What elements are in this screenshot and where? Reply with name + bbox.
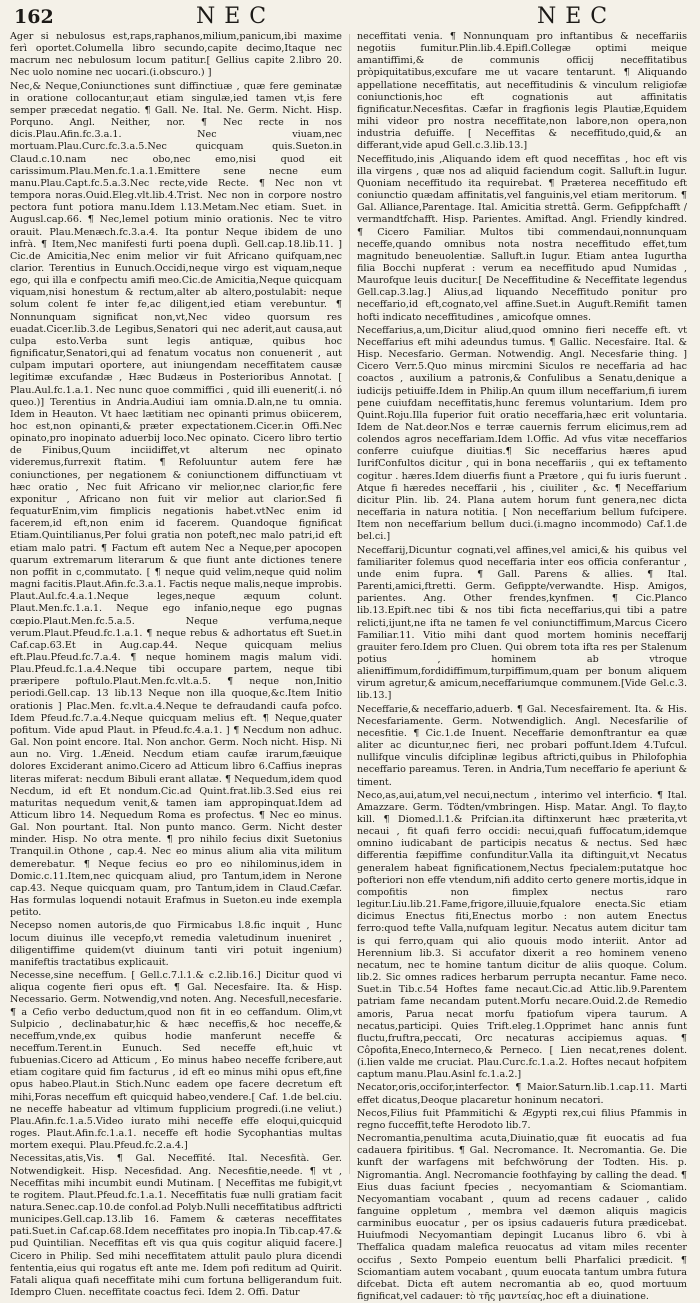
entry-necromantia: Necromantia,penultima acuta,Diuinatio,quæ fit euocatis ad fua cadauera fpiritibus. ¶ Gal. Necromance. It. Necromantia. Ge. Die kunft der warfagens mit befchwörung der Todten. His. p. Nigromantia. Angl. Necromancie foothfaying by calling the dead. ¶ Eius duas faciunt fpecies , necyomantiam & Sciomantiam. Necyomantiam vocabant , quum ad recens cadauer , calido fanguine oppletum , membra vel dæmon aliquis magicis carminibus euocatur , per os ipsius cadaueris futura prædicebat. Huiufmodi Necyomantiam depingit Lucanus libro 6. vbi à Theffalica quadam malefica reuocatus ad vitam miles recenter occifus , Sexto Pompeio euentum belli Pharfalici prædicit. ¶ Sciomantiam autem vocabant , quum euocata tantum umbra futura difcebat. Dicta eft autem necromantia ab eo, quod mortuum fignificat,vel cadauer: tò τῆς μαντείας,hoc eft a diuinatione. xyxy=(357,1133,687,1303)
entry-necessitas: Necessitas,atis,Vis. ¶ Gal. Neceffité. Ital. Necesfità. Ger. Notwendigkeit. Hisp. Necesfidad. Ang. Necesfitie,neede. ¶ vt , Neceffitas mihi incumbit eundi Mutinam. [ Neceffitas me fubigit,vt te rogitem. Plaut.Pfeud.fc.1.a.1. Neceffitatis fuæ nulli gratiam facit natura.Senec.cap.10.de confol.ad Polyb.Nulli neceffitatibus adftricti municipes.Gell.cap.13.lib 16. Famem & cæteras neceffitates pati.Suet.in Caf.cap.68.Idem neceffitates pro inopia.In Tib.cap.47.& pud Quintilian. Neceffitas eft vis qua quis cogitur aliquid facere.] Cicero in Philip. Sed mihi neceffitatem attulit paulo plura dicendi fententia,eius qui rogatus eft ante me. Idem pofi reditum ad Quirit. Fatali aliqua quafi neceffitate mihi cum fortuna belligerandum fuit. Idempro Cluen. neceffitate coactus feci. Idem 2. Offi. Datur xyxy=(10,1153,342,1299)
entry-neco: Neco,as,aui,atum,vel necui,nectum , interimo vel interficio. ¶ Ital. Amazzare. Germ. Tödten/vmbringen. Hisp. Matar. Angl. To flay,to kill. ¶ Diomed.l.1.& Prifcian.ita diftinxerunt hæc præterita,vt necaui , fit quafi ferro occidi: necui,quafi fuffocatum,idemque omnino iudicabant de participis necatus & nectus. Sed hæc differentia fæpiffime confunditur.Valla ita diftinguit,vt Necatus generalem habeat fignificationem,Nectus fpecialem:putatque hoc pofteriori non effe vtendum,nifi addito certo genere mortis,idque in compofitis non fimplex nectus raro legitur.Liu.lib.21.Fame,frigore,illuuie,fqualore enecta.Sic etiam dicimus Enectus fiti,Enectus morbo : non autem Enectus ferro:quod tefte Valla,nufquam legitur. Necatus autem dicitur tam is qui ferro,quam qui alio quouis modo interiit. Antor ad Herennium lib.3. Si accufator dixerit a reo hominem veneno necatum, nec te homine tantum dicitur de aliis quoque. Colum. lib.2. Sic omnes radices herbarum perrupta necantur. Fame neco. Suet.in Tib.c.54 Hoftes fame necaut.Cic.ad Attic.lib.9.Parentem patriam fame necandam putent.Morfu necare.Ouid.2.de Remedio amoris, Parua necat morfu fpatiofum vipera taurum. A necatus,participi. Quies Trift.eleg.1.Opprimet hanc annis funt fluctu,fruftra,peccati, Orc necaturas accipiemus aquas. ¶ Côpofita,Eneco,Interneco,& Perneco. [ Lien necat,renes dolent.(i.lien valde me cruciat. Plau.Curc.fc.1.a.2. Hoftes necaut hofpitem captum manu.Plau.Asinl fc.1.a.2.] xyxy=(357,789,687,1081)
left-column xyxy=(10,31,343,1299)
entry-ager: Ager si nebulosus est,raps,raphanos,milium,panicum,ibi maxime ferì oportet.Columella libro secundo,capite decimo,Itaque nec macrum nec nebulosum locum patitur.[ Gellius capite 2.libro 20. Nec uolo nomine nec uocari.(i.obscuro.) ] xyxy=(10,31,342,79)
running-headword-left: NEC xyxy=(196,4,276,29)
entry-necessarij: Neceffarij,Dicuntur cognati,vel affines,vel amici,& his quibus vel familiariter folemus quod neceffaria inter eos officia conferantur , unde enim fupra. ¶ Gall. Parens & allies. ¶ Ital. Parenti,amici,ftretti. Germ. Gefippte/verwandte. Hisp. Amigos, parientes. Ang. Other frendes,kynfmen. ¶ Cic.Planco lib.13.Epift.nec tibi & nos tibi ficta neceffarius,qui tibi a patre relicti,ijunt,ne ifta ne tamen fe vel coniunctiffimum,Marcus Cicero Familiar.11. Vitio mihi dant quod mortem hominis neceffarij grauiter fero.Idem pro Cluen. Qui obrem tota ifta res per Stalenum potius , hominem ab vtroque alieniffimum,fordidiffimum,turpiffimum,quam per bonum aliquem virum agretur,& amicum,neceffariumque communem.[Vide Gel.c.3. lib.13.] xyxy=(357,544,687,702)
entry-necepso: Necepso nomen autoris,de quo Firmicabus l.8.fic inquit , Hunc locum diuinus ille vecepfo,vt remedia valetudinum inueniret , diligentiffime quidem(vt diuinum tanti viri potuit ingenium) manifeftis tractatibus explicauit. xyxy=(10,920,342,968)
entry-necos: Necos,Filius fuit Pfammitichi & Ægypti rex,cui filius Pfammis in regno fucceffit,tefte Herodoto lib.7. xyxy=(357,1107,687,1131)
entry-necessitati-venia: neceffitati venia. ¶ Nonnunquam pro inftantibus & neceffariis negotiis fumitur.Plin.lib.4.Epifl.Collegæ optimi meique amantiffimi,& de communis officij neceffitatibus pròpiquitatibus,excufare me ut vacare tentarunt. ¶ Aliquando appellatione neceffitatis, aut neceffitudinis & vinculum religiofæ coniunctionis,hoc eft cognationis aut affinitatis fignificatur.Necesfitas. Cæfar in fragfionis legis Plautiæ,Equidem mihi videor pro nostra neceffitate,non labore,non opera,non industria defuiffe. [ Neceffitas & neceffitudo,quid,& an differant,vide apud Gell.c.3.lib.13.] xyxy=(357,31,687,152)
page-number: 162 xyxy=(14,6,54,28)
entry-nec-neque: Nec,& Neque,Coniunctiones sunt diffinctiuæ , quæ fere geminatæ in oratione collocantur,aut etiam singulæ,ied tamen vt,is fere semper præcedat negatio. ¶ Gall. Ne. Ital. Ne. Germ. Nicht. Hisp. Porquno. Angl. Neither, nor. ¶ Nec recte in nos dicis.Plau.Afin.fc.3.a.1. Nec viuam,nec mortuam.Plau.Curc.fc.3.a.5.Nec quicquam quis.Sueton.in Claud.c.10.nam nec obo,nec emo,nisi quod eit carissimum.Plau.Men.fc.1.a.1.Emittere sene necne eum manu.Plau.Capt.fc.5.a.3.Nec recte,vide Recte. ¶ Nec non vt tempora noras.Ouid.Eleg.vlt.lib.4.Trist. Nec non in corpore nostro pectora funt potiora manu.Idem l.13.Metam.Nec etiam. Suet. in Augusl.cap.66. ¶ Nec,lemel potium minio orationis. Nec te vitro orauit. Plau.Menæch.fc.3.a.4. Ita pontur Neque ibidem de uno infrà. ¶ Item,Nec manifesti furti poena duplì. Gell.cap.18.lib.11. ] Cic.de Amicitia,Nec enim melior vir fuit Africano quifquam,nec clarior. Terentius in Eunuch.Occidi,neque virgo est viquam,neque ego, qui illa e confpectu amifi meo.Cic.de Amicitia,Neque quicquam viquam,nisi honestum & rectum,alter ab altero,postulabit: neque solum colent fe inter fe,ac diligent,ied etiam verebuntur. ¶ Nonnunquam significat non,vt,Nec video quorsum res euadat.Cicer.lib.3.de Legibus,Senatori qui nec aderit,aut causa,aut culpa esto.Verba sunt legis antiquæ, quibus hoc fignificatur,Senatori,qui ad fenatum vocatus non conuenerit , aut culpam imputari oportere, aut iniungendam neceffitatem causæ legitimæ excufandæ , Hæc Budæus in Posterioribus Annotat. [ Plau.Aul.fc.1.a.1. Nec nunc quoe commiffici , quid illi euenerit(.i. nó queo.)] Terentius in Andria.Audiui iam omnia.D.aln,ne tu omnia. Idem in Heauton. Vt haec lætitiam nec opinanti primus obiicerem, hoc est,non opinanti,& præter expectationem.Cicer.in Offi.Nec opinato,pro inopinato aduerbij loco.Νec opinato. Cicero libro tertio de Finibus,Quum inciidiffet,vt alterum nec opinato videremus,furrexit ftatim. ¶ Refoluuntur autem fere hæ coniunctiones, per negationem & coniunctionem diffunctiuam vt hæc oratio , Nec fuit Africano vir melior,nec clarior,fic fere exponitur , Africano non fuit vir melior aut clarior.Sed fi fequaturEnim,vim fimplicis negationis habet.vtNec enim id facerem,id eft,non enim id facerem. Quandoque fignificat Etiam.Quintilianus,Per folui gratia non poteft,nec malo patri,id eft etiam malo patri. ¶ Factum eft autem Nec a Neque,per apocopen quarum extremarum literarum & que fiunt ante dictiones tenere non poffit in c,commutato. [ ¶ neque quid velim,neque quid nolim magni facitis.Plaut.Afin.fc.3.a.1. Factis neque malis,neque improbis. Plaut.Aul.fc.4.a.1.Neque leges,neque æquum colunt. Plaut.Men.fc.1.a.1. Neque ego infanio,neque ego pugnas cœpio.Plaut.Men.fc.5.a.5. Neque verfuma,neque verum.Plaut.Pfeud.fc.1.a.1. ¶ neque rebus & adhortatus eft Suet.in Caf.cap.63.Et in Aug.cap.44. Neque quicquam melius eft.Plau.Pfeud.fc.7.a.4. ¶ neque hominem magis malum vidi. Plau.Pfeud.fc.1.a.4.Neque tibi occupare partem, neque tibi præripere poftulo.Plaut.Men.fc.vlt.a.5. ¶ neque non,Initio periodi.Gell.cap. 13 lib.13 Neque non illa quoque,&c.Item Initio orationis ] Plac.Men. fc.vlt.a.4.Neque te defraudandi caufa pofco. Idem Pfeud.fc.7.a.4.Neque quicquam melius eft. ¶ Neque,quater pofitum. Vide apud Plaut. in Pfeud.fc.4.a.1. ] ¶ Necdum non adhuc. Gal. Non point encore. Ital. Non anchor. Germ. Noch nicht. Hisp. Ni aun no. Virg. 1.Æneid. Necdum etiam caufæ irarum,fæuique dolores Exciderant animo.Cicero ad Atticum libro 6.Caffius inepras literas miferat: necdum Bibuli erant allatæ. ¶ Nequedum,idem quod Necdum, id eft Et nondum.Cic.ad Quint.frat.lib.3.Sed eius rei maturitas nequedum venit,& tamen iam appropinquat.Idem ad Atticum libro 14. Nequedum Roma es profectus. ¶ Nec eo minus. Gal. Non pourtant. Ital. Non punto manco. Germ. Nicht dester minder. Hisp. No otra mente. ¶ pro nihilo fecius dixit Suetonius Tranquil.in Othone , cap.4. Nec eo minus alium alia vita militum demerebatur. ¶ Neque fecius eo pro eo nihilominus,idem in Domic.c.11.Item,nec quicquam aliud, pro Tantum,idem in Nerone cap.43. Neque quicquam quam, pro Tantum,idem in Claud.Cæfar. Has formulas loquendi notauit Erafmus in Sueton.eu inde exempla petito. xyxy=(10,80,342,919)
entry-necessarius: Neceffarius,a,um,Dicitur aliud,quod omnino fieri neceffe eft. vt Neceffarius eft mihi adeundus tumus. ¶ Gallic. Necesfaire. Ital. & Hisp. Necesfario. German. Notwendig. Angl. Necesfarie thing. ] Cicero Verr.5.Quo minus mircmini Siculos re neceffaria ad hac coactos , auxilium a patronis,& Confulibus a Senatu,denique a iudicijs petiuiffe.Idem in Philip.An quum illum neceffarium,fi iurem pene cuiufdam neceffitatis,hunc feremus voluntarium. Idem pro Quint.Roju.Illa fuperior fuit oratio neceffaria,hæc erit voluntaria. Idem de Nat.deor.Nos e terræ cauernis ferrum elicimus,rem ad colendos agros neceffariam.Idem l.Offic. Ad vfus vitæ neceffarios conferre cuiufque diuitias.¶ Sic neceffarius hæres apud IurifConfultos dicitur , qui in bona neceffariis , qui ex teftamento cogitur . hæres.Idem diuerfis fiunt a Prætore , qui fu iuris fuerunt . Atque fi hæredes neceffarii , his , ciuiliter , &c. ¶ Neceffarium dicitur Plin. lib. 24. Plana autem horum funt genera,nec dicta neceffaria in natura notitia. [ Non neceffarium bellum fufcipere. Item non neceffarium bellum duci.(i.magno incommodo) Caf.1.de bel.ci.] xyxy=(357,324,687,543)
entry-necesse: Necesse,sine neceffum. [ Gell.c.7.l.1.& c.2.lib.16.] Dicitur quod vi aliqua cogente fieri opus eft. ¶ Gal. Necesfaire. Ita. & Hisp. Necessario. Germ. Notwendig,vnd noten. Ang. Necesfull,necesfarie. ¶ a Cefio verbo deductum,quod non fit in eo ceffandum. Olim,vt Sulpicio , declinabatur,hic & hæc neceffis,& hoc neceffe,& neceffum,vnde,ex quibus hodie manferunt neceffe & neceffum.Terent.in Eunuch. Sed neceffe eft,huic vt fubuenias.Cicero ad Atticum , Eo minus habeo neceffe fcribere,aut etiam cogitare quid fim facturus , id eft eo minus mihi opus eft,fine opus habeo.Plaut.in Stich.Nunc eadem ope facere decretum eft mihi,Foras neceffum eft quicquid habeo,vendere.[ Caf. 1.de bel.ciu. ne neceffe habeatur ad vltimum fupplicium progredi.(i.ne veliut.) Plau.Afin.fc.1.a.5.Video iurato mihi neceffe effe eloqui,quicquid roges. Plaut.Afin.fc.1.a.1. neceffe eft hodie Sycophantias multas mortem exequi. Plau.Pfeud.fc.2.a.4.] xyxy=(10,970,343,1152)
running-headword-right: NEC xyxy=(537,4,617,29)
page-header xyxy=(0,0,700,34)
entry-necator: Necator,oris,occifor,interfector. ¶ Maior.Saturn.lib.1.cap.11. Marti effet dicatus,Deoque placaretur honinum necatori. xyxy=(357,1082,687,1106)
entry-necessarie: Neceffarie,& neceffario,aduerb. ¶ Gal. Necesfairement. Ita. & His. Necesfariamente. Germ. Notwendiglich. Angl. Necesfarilie of necesfitie. ¶ Cic.1.de Inuent. Neceffarie demonftrantur ea quæ aliter ac dicuntur,nec fieri, nec probari poffunt.Idem 4.Tufcul. nullifque vinculis difciplinæ legibus aftricti,quibus in Philofophia neceffario pareamus. Teren. in Andria,Tum neceffario fe aperiunt & timent. xyxy=(357,703,687,788)
entry-necessitudo: Neceffitudo,inis ,Aliquando idem eft quod neceffitas , hoc eft vis illa virgens , quæ nos ad aliquid faciendum cogit. Salluft.in Iugur. Quoniam neceffitudo ita requirebat. ¶ Præterea neceffitudo eft coniunctio quædam affinitatis,vel fanguinis,vel etiam meritorum. ¶ Gal. Alliance,Parentage. Ital. Amicitia strettâ. Germ. Gefippfchafft / vermandtfchafft. Hisp. Parientes. Amiftad. Angl. Friendly kindred. ¶ Cicero Familiar. Multos tibi commendaui,nonnunquam neceffe,quando omnibus nota nostra neceffitudo effet,tum magnitudo beneuolentiæ. Salluft.in Iugur. Etiam antea Iugurtha filia Bocchi nupferat : verum ea neceffitudo apud Numidas , Maurofque leuis ducitur.[ De Neceffitudine & Neceffitate legendus Gell.cap.3.lag.] Alius,ad liquando Neceffitudo ponitur pro neceffario,id eft,cognato,vel affine.Suet.in Auguft.Remifit tamen hofti indicato neceffitudines , amicofque omnes. xyxy=(357,153,687,323)
right-column xyxy=(357,31,687,1303)
column-divider xyxy=(349,34,350,1174)
